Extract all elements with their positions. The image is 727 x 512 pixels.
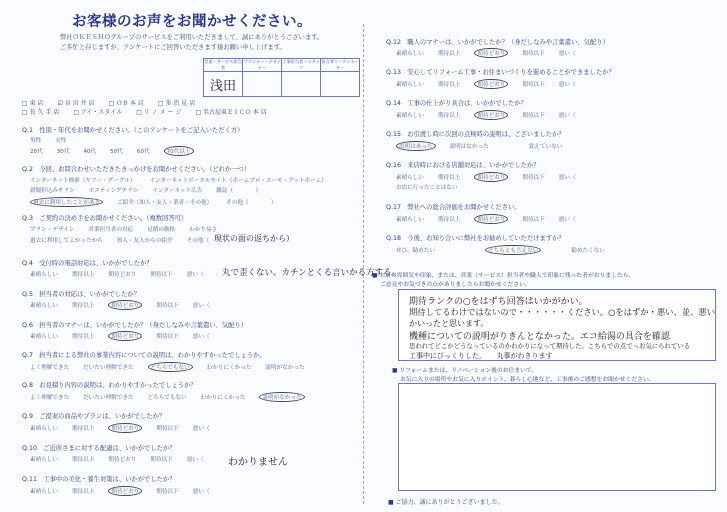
option: 男性 [30,138,42,144]
comment-prompt-1: ■ お店の雰囲気や印象、または、営業（サービス）担当者や職人で印象に残った者がおりましたら、 [372,273,635,279]
shop-row-2 [22,107,281,116]
q17-rating-options: 素晴らしい 期待以上 期待どおり 期待以下 悪い（ [396,214,590,224]
q18-options: ぜひ、勧めたい どちらとも言えない 勧めたくない [396,245,619,255]
option: ポスティングチラシ [88,188,139,194]
question-13: Q.13 安心してリフォーム工事・お住まいづくりを進めることができましたか？ [386,69,615,76]
column-divider [363,24,364,504]
question-12: Q.12 職人のマナーは、いかがでしたか？（身だしなみや言葉遣い、気配り） [386,39,609,46]
q16-no-visit-option: お店に行ったことはない [396,185,458,191]
option: 40代 [83,149,97,155]
shop-option: □ アイ・スタイル [73,109,123,116]
option: 知人・友人からの紹介 [116,238,173,244]
handwritten-staff-name: 浅田 [209,78,236,94]
q15-options: 説明はあった 説明はなかった 覚えていない [396,141,576,151]
option: わかり易さ [189,227,218,233]
staff-table [203,58,360,97]
comment-line: 期待してるわけではないので・・・・・・ください。○をはずか・悪い、並、悪い [409,307,715,317]
option: 20代 [30,149,43,155]
q4-rating-options: 素晴らしい 期待以上 期待どおり 期待以下 悪い（ [30,272,204,278]
question-16: Q.16 来店時における店舗対応は、いかがでしたか？ [386,162,540,169]
question-9: Q.9 ご提案の商品やプランは、いかがでしたか？ [22,413,166,420]
option: その他（ [186,238,210,244]
question-7: Q.7 担当者による弊社の事業内容についての説明は、わかりやすかったでしょうか。 [22,352,266,359]
shop-option: □ 多 治 見 店 [157,100,196,107]
question-15: Q.15 お引渡し時に次回の点検時の説明は、ございましたか？ [386,131,565,138]
option: その他（ ） [226,200,277,206]
shop-option: ☑ 谷 田 井 店 [57,100,95,107]
staff-empty-cell [321,72,360,97]
option: インターネット広告 [152,188,203,194]
q3-options-2 [30,236,223,244]
staff-empty-cell [282,72,321,97]
question-14: Q.14 工事の仕上がり具合は、いかがでしたか？ [386,100,527,107]
q4-handwritten-answer: 丸で歪くない、カチンとくる言いかる方する。 [222,268,401,278]
q10-rating-options: 素晴らしい 期待以上 期待どおり 期待以下 悪い（ [30,457,204,463]
option: 30代 [56,149,70,155]
selected-option: 過去に利用したことがある [30,197,103,207]
question-4: Q.4 受付時の電話対応は、いかがでしたか？ [22,260,153,267]
staff-header: 担当者コーディネーター [321,59,359,70]
option: プラン・デザイン [30,227,75,233]
option: インターネットポータルサイト（ホームプロ・スーモ・アットホーム） [149,178,327,184]
option: 新聞折込みチラシ [30,188,75,194]
question-2: Q.2 今回、お問合わせいただきたきっかけをお聞かせください。（どれか一つ） [22,166,251,173]
q2-options-2 [30,186,275,194]
option: 60代 [136,149,150,155]
thank-you-footer: ■ ご協力、誠にありがとうございました。 [388,499,504,506]
intro-line-1: 弊社ＯＫＥＳＨＯグループのサービスをご利用いただきまして、誠にありがとうございます。 [60,34,324,41]
option: 見積の価格 [147,227,176,233]
q6-rating-options: 素晴らしい 期待以上 期待どおり 期待以下 悪い（ [30,331,224,341]
question-18: Q.18 今後、お知り合いに弊社をお勧めしていただけますか？ [386,235,565,242]
q2-options-3 [30,197,291,207]
option: 50代 [110,149,123,155]
comment-prompt-2: ご意見やお気づきの点がありましたらお聞かせください。 [380,282,531,288]
question-5: Q.5 担当者の対応は、いかがでしたか？ [22,291,141,298]
q2-options-1 [30,176,341,184]
shop-option: □ ＯＢ 本 店 [108,100,144,107]
staff-header: プランナー・デザイナー [243,59,281,70]
q13-rating-options: 素晴らしい 期待以上 期待どおり 期待以下 悪い（ [396,79,590,89]
comment-line: 期待ランクの○をはずち回答はいかがかい。 [409,297,588,307]
q7-options: よく理解できた だいたい理解できた どちらでもない わかりにくかった 説明がなかった [30,362,319,372]
question-10: Q.10 ご近所さまに対する配慮は、いかがでしたか？ [22,445,176,452]
q1-age-options [30,146,208,156]
selected-option: 70代以上 [164,146,194,156]
question-17: Q.17 弊社への総合評価をお聞かせください。 [386,204,521,211]
staff-empty-cell [243,72,282,97]
question-3: Q.3 ご契約の決め手をお聞かせください。（複数回答可） [22,215,188,222]
q12-rating-options: 素晴らしい 期待以上 期待どおり 期待以下 悪い（ [396,48,590,58]
comment-box [398,289,716,361]
q11-rating-options: 素晴らしい 期待以上 期待どおり 期待以下 悪い（ [30,486,224,496]
question-6: Q.6 担当者のマナーは、いかがでしたか？（身だしなみや言葉遣い、気配り） [22,322,248,329]
question-11: Q.11 工事中の美化・養生対策は、いかがでしたか？ [22,476,176,483]
staff-sales-name [204,72,243,97]
comment-line: 工事中にびっくりした。 丸事がわきります [409,352,553,360]
shop-option: □ 名古屋東ＥＩＣＯ 本 店 [195,109,267,116]
question-8: Q.8 お見積り内容の説明は、わかりやすかったでしょうか？ [22,382,197,389]
question-1: Q.1 性別・年代をお聞かせください。（このアンケートをご記入いただく方） [22,127,244,134]
comment-line: 機種についての説明がりきんとなかった。エコ給湯の具合を確認 [409,332,670,342]
shop-option: □ 東 店 [22,100,44,107]
q8-options: よく理解できた だいたい理解できた どちらでもない わかりにくかった 説明がなかった [30,392,319,402]
option: 過去に利用してよかったから [30,238,103,244]
q1-gender-options [30,136,80,144]
q10-handwritten-answer: わかりません [228,457,288,468]
comment-line: かいったと思います。 [409,319,489,328]
q14-rating-options: 素晴らしい 期待以上 期待どおり 期待以下 悪い（ [396,110,590,120]
option: 女性 [55,138,67,144]
staff-header: 工事担当者・スタッフ [282,59,320,70]
survey-title: お客様のお声をお聞かせください。 [72,14,312,30]
q5-rating-options: 素晴らしい 期待以上 期待どおり 期待以下 悪い（ [30,300,224,310]
q3-handwritten-answer: 現状の面の返ちから） [214,234,294,243]
q9-rating-options: 素晴らしい 期待以上 期待どおり 期待以下 悪い（ [30,423,224,433]
staff-header: 営業・サービス担当者 [204,59,242,70]
shop-option: □ リ ノ メ ー ジ [136,109,182,116]
remodel-comment-box [398,383,716,491]
q16-rating-options: 素晴らしい 期待以上 期待どおり 期待以下 悪い（ [396,172,590,182]
option: 営業担当者の対応 [88,227,134,233]
comment-line: 思われてどこかどうなっているのかわかりになって期待した。こちらでの点でっお気にられている [409,342,691,350]
q3-options-1 [30,225,231,233]
option: 雑誌（ ） [216,188,262,194]
remodel-prompt-2: お気に入りの場所やお気に入りポイント、暮らし心地など、工事後のご感想をお聞かせください。 [400,377,655,383]
shop-row-1 [22,98,209,107]
shop-option: □ 長 久 手 店 [22,109,60,116]
intro-line-2: ご多忙と存じますが、アンケートにご回答いただきます様お願い申し上げます。 [60,44,286,51]
option: インターネット検索（ヤフー・グーグル） [30,178,136,184]
remodel-prompt-1: ■ リフォームまたは、リノベーション後のお住まいで、 [392,368,538,374]
option: ご紹介（知人・友人・業者・その他） [117,200,213,206]
